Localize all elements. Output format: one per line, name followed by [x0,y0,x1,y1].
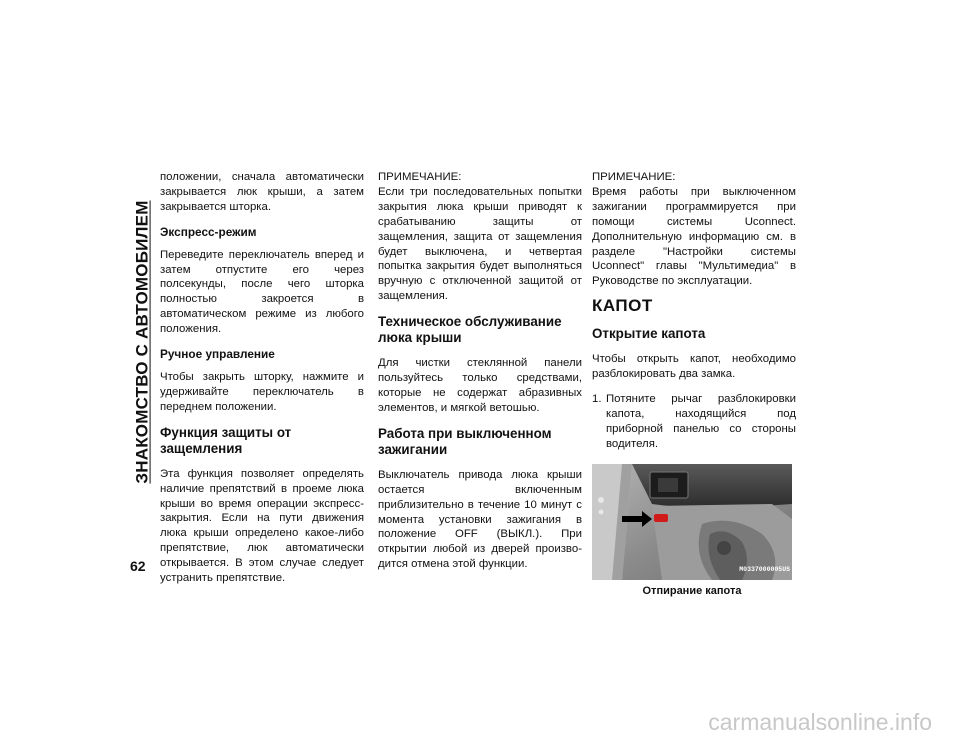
note-text: Если три последовательных попытки закрытия люка крыши приводят к срабатыванию защиты от защемления, защита от защемления будет выключена, и четвертая попытка закрытия будет выполняться вручную с отключенной защитой от защемления. [378,185,582,303]
list-item-number: 1. [592,392,602,405]
watermark: carmanualsonline.info [708,709,932,735]
list-item [592,392,796,452]
note-label: ПРИМЕЧАНИЕ: [378,171,462,183]
side-section-title-text: ЗНАКОМСТВО С АВТОМОБИЛЕМ [133,200,152,484]
paragraph-opening-hood: Чтобы открыть капот, необходимо разблокировать два замка. [592,353,796,381]
paragraph-pinch-protection: Эта функция позволяет определять наличие препятствий в проеме люка крыши во время операции экспресс-закрытия. Если на пути движения люка крыши определено какое-либо препятствие, люк автоматически открывается. В этом случае следует устранить препятствие. [160,467,364,585]
list-item-text: Потяните рычаг разблокировки капота, находящийся под приборной панелью со стороны водителя. [606,392,796,450]
heading-pinch-protection: Функция защиты от защемления [160,424,292,456]
figure-code: M0337000005US [739,565,790,573]
heading-manual-control: Ручное управление [160,347,275,362]
page-number: 62 [130,558,146,574]
heading-opening-hood: Открытие капота [592,326,706,342]
heading-express-mode: Экспресс-режим [160,224,257,239]
note-label: ПРИМЕЧАНИЕ: [592,171,676,183]
paragraph-intro: положении, сначала автоматически закрывается люк крыши, а затем закрывается шторка. [160,171,364,213]
paragraph-manual-control: Чтобы закрыть шторку, нажмите и удерживайте переключатель в переднем положении. [160,370,364,413]
heading-ignition-off: Работа при выключенном зажигании [378,425,552,457]
side-section-title [128,168,158,516]
column-3 [592,170,796,599]
figure-caption: Отпирание капота [642,584,742,597]
paragraph-ignition-off: Выключатель привода люка крыши остается включенным приблизительно в течение 10 минут с момента установки зажигания в положение OFF (ВЫКЛ.). При открытии любой из дверей произво-дится отмена этой функции. [378,468,582,571]
heading-hood: КАПОТ [592,296,653,316]
column-2 [378,170,582,582]
note-text: Время работы при выключенном зажигании программируется при помощи системы Uconnect. Дополнительную информацию см. в разделе "Настройки системы Uconnect" главы "Мультимедиа" в Руководстве по эксплуатации. [592,185,796,288]
heading-sunroof-service: Техническое обслуживание люка крыши [378,314,562,346]
hood-release-photo [592,464,792,580]
column-1 [160,170,364,596]
paragraph-sunroof-service: Для чистки стеклянной панели пользуйтесь только средствами, которые не содержат абразивных элементов, и мягкой ветошью. [378,357,582,414]
paragraph-express-mode: Переведите переключатель вперед и затем отпустите его через полсекунды, после чего шторка полностью закроется в автоматическом режиме из любого положения. [160,248,364,336]
